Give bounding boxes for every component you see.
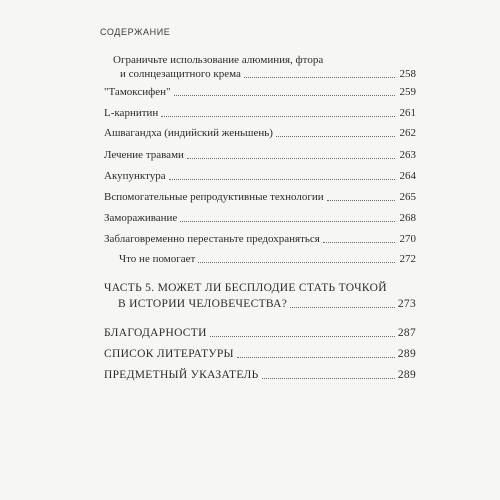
toc-entry[interactable]: [119, 252, 416, 266]
dot-leader: [276, 135, 395, 137]
dot-leader: [187, 157, 395, 159]
toc-page-number: 268: [399, 212, 416, 224]
dot-leader: [237, 356, 395, 358]
toc-entry[interactable]: [104, 106, 416, 120]
toc-page-number: 265: [399, 191, 416, 203]
toc-entry[interactable]: [104, 126, 416, 140]
part-heading-line1: ЧАСТЬ 5. МОЖЕТ ЛИ БЕСПЛОДИЕ СТАТЬ ТОЧКОЙ: [104, 282, 387, 294]
toc-page-number: 287: [397, 327, 416, 339]
toc-entry-title: Вспомогательные репродуктивные технологии: [104, 191, 324, 203]
toc-entry[interactable]: [104, 211, 416, 225]
dot-leader: [323, 241, 395, 243]
toc-back-matter-entry[interactable]: [104, 368, 416, 382]
toc-entry-title: Лечение травами: [104, 149, 184, 161]
dot-leader: [180, 220, 395, 222]
toc-entry-title: L-карнитин: [104, 107, 159, 119]
toc-entry-title: БЛАГОДАРНОСТИ: [104, 327, 207, 339]
toc-back-matter-entry[interactable]: [104, 326, 416, 340]
dot-leader: [161, 115, 395, 117]
toc-entry-title: СПИСОК ЛИТЕРАТУРЫ: [104, 348, 234, 360]
toc-back-matter-entry[interactable]: [104, 347, 416, 361]
toc-entry-title: ПРЕДМЕТНЫЙ УКАЗАТЕЛЬ: [104, 369, 259, 381]
toc-page-number: 259: [399, 86, 416, 98]
toc-entry[interactable]: [104, 232, 416, 246]
toc-entry-title: Ашвагандха (индийский женьшень): [104, 127, 273, 139]
dot-leader: [262, 377, 395, 379]
dot-leader: [169, 178, 395, 180]
running-head: СОДЕРЖАНИЕ: [100, 27, 171, 37]
toc-entry[interactable]: [120, 67, 416, 81]
toc-page-number: 263: [399, 149, 416, 161]
toc-page-number: 264: [399, 170, 416, 182]
toc-entry[interactable]: [104, 85, 416, 99]
toc-entry-title-line2: и солнцезащитного крема: [120, 68, 241, 80]
dot-leader: [327, 199, 395, 201]
part-heading-line2: В ИСТОРИИ ЧЕЛОВЕЧЕСТВА?: [118, 298, 288, 310]
toc-entry[interactable]: [104, 190, 416, 204]
toc-entry-title: "Тамоксифен": [104, 86, 171, 98]
toc-page-number: 270: [399, 233, 416, 245]
toc-entry[interactable]: [104, 148, 416, 162]
toc-entry-title-line1: Ограничьте использование алюминия, фтора: [113, 54, 324, 66]
toc-page-number: 273: [397, 298, 416, 310]
toc-entry-title: Замораживание: [104, 212, 178, 224]
dot-leader: [290, 306, 395, 308]
toc-page-number: 262: [399, 127, 416, 139]
toc-entry-title: Что не помогает: [119, 253, 196, 265]
dot-leader: [244, 76, 395, 78]
dot-leader: [210, 335, 395, 337]
toc-page-number: 289: [397, 369, 416, 381]
toc-page-number: 261: [399, 107, 416, 119]
toc-part-entry[interactable]: [118, 297, 416, 311]
toc-page-number: 258: [399, 68, 416, 80]
toc-entry[interactable]: [104, 169, 416, 183]
toc-entry-title: Акупунктура: [104, 170, 166, 182]
toc-page-number: 289: [397, 348, 416, 360]
dot-leader: [174, 94, 395, 96]
toc-page-number: 272: [399, 253, 416, 265]
dot-leader: [198, 261, 395, 263]
toc-entry-title: Заблаговременно перестаньте предохраняться: [104, 233, 320, 245]
